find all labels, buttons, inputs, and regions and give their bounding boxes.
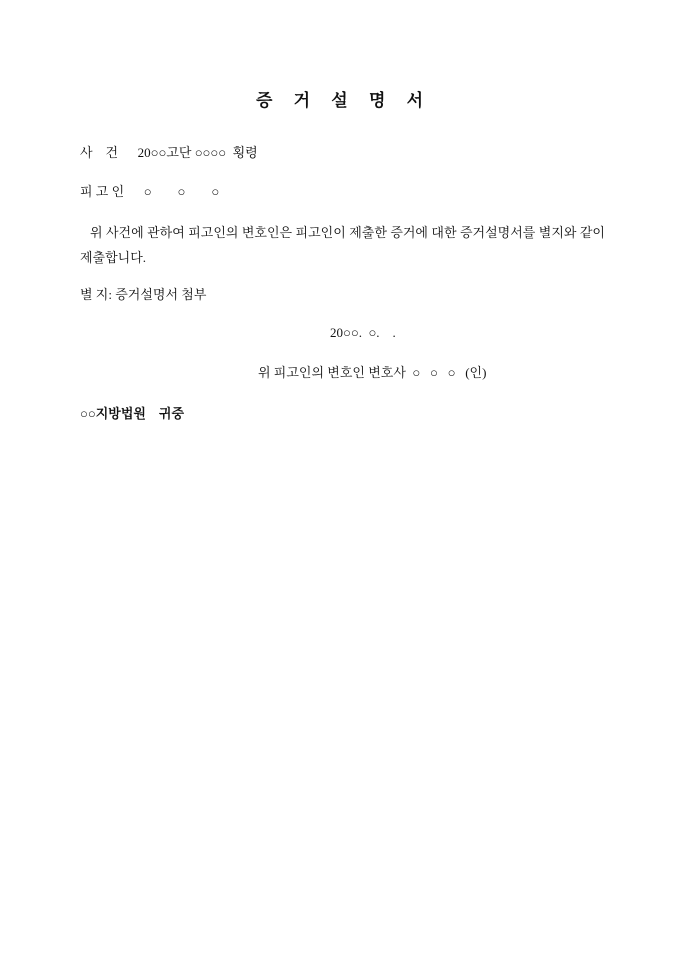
defendant-name: ○ ○ ○	[143, 184, 220, 199]
case-number: 20○○고단 ○○○○ 횡령	[137, 145, 258, 160]
court-addressee: ○○지방법원 귀중	[80, 406, 185, 421]
defendant-label: 피 고 인	[80, 184, 125, 199]
body-paragraph: 위 사건에 관하여 피고인의 변호인은 피고인이 제출한 증거에 대한 증거설명서를 별지와 같이 제출합니다.	[80, 225, 609, 265]
defendant-line	[80, 183, 219, 201]
signature-line: 위 피고인의 변호인 변호사 ○ ○ ○ (인)	[258, 365, 487, 380]
document-title: 증 거 설 명 서	[255, 91, 425, 110]
case-line	[80, 144, 258, 162]
date-line: 20○○. ○. .	[330, 325, 396, 340]
attachment-note: 별 지: 증거설명서 첨부	[80, 287, 207, 302]
case-label: 사 건	[80, 145, 119, 160]
